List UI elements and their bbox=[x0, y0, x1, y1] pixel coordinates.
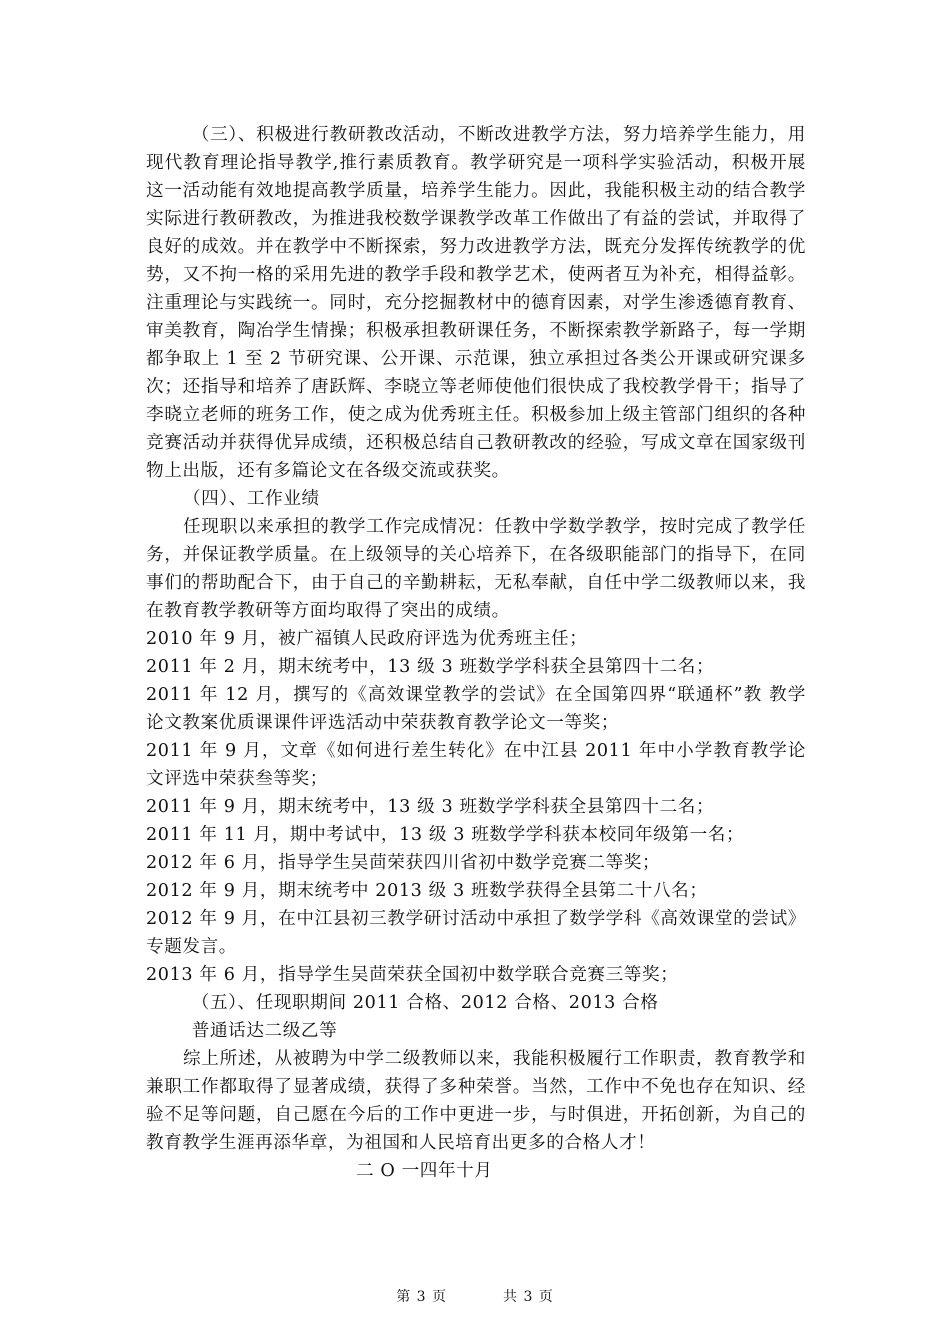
mandarin-level: 普通话达二级乙等 bbox=[191, 1021, 338, 1041]
page-footer bbox=[0, 1286, 950, 1306]
document-body bbox=[146, 121, 806, 1185]
document-date: 二 O 一四年十月 bbox=[356, 1161, 493, 1181]
page-number: 第 3 页 bbox=[396, 1289, 447, 1305]
paragraph-section-three: （三）、积极进行教研教改活动，不断改进教学方法，努力培养学生能力，用现代教育理论指导教学,推行素质教育。教学研究是一项科学实验活动，积极开展这一活动能有效地提高教学质量，培养学生能力。因此，我能积极主动的结合教学实际进行教研教改，为推进我校数学课教学改革工作做出了有益的尝试，并取得了良好的成效。并在教学中不断探索，努力改进教学方法，既充分发挥传统教学的优势，又不拘一格的采用先进的教学手段和教学艺术，使两者互为补充，相得益彰。注重理论与实践统一。同时，充分挖掘教材中的德育因素，对学生渗透德育教育、审美教育，陶冶学生情操；积极承担教研课任务，不断探索教学新路子，每一学期都争取上 1 至 2 节研究课、公开课、示范课，独立承担过各类公开课或研究课多次；还指导和培养了唐跃辉、李晓立等老师使他们很快成了我校教学骨干；指导了李晓立老师的班务工作，使之成为优秀班主任。积极参加上级主管部门组织的各种竞赛活动并获得优异成绩，还积极总结自己教研教改的经验，写成文章在国家级刊物上出版，还有多篇论文在各级交流或获奖。 bbox=[146, 125, 806, 481]
achievement-item: 2012 年 6 月，指导学生吴茴荣获四川省初中数学竞赛二等奖； bbox=[146, 853, 661, 873]
achievement-item: 2013 年 6 月，指导学生吴茴荣获全国初中数学联合竞赛三等奖； bbox=[146, 965, 679, 985]
heading-section-five: （五）、任现职期间 2011 合格、2012 合格、2013 合格 bbox=[191, 993, 659, 1013]
achievement-item: 2012 年 9 月，期末统考中 2013 级 3 班数学获得全县第二十八名； bbox=[146, 881, 708, 901]
achievement-item: 2011 年 12 月，撰写的《高效课堂教学的尝试》在全国第四界“联通杯”教 教学论文教案优质课课件评选活动中荣获教育教学论文一等奖； bbox=[146, 685, 806, 733]
achievement-item: 2011 年 11 月，期中考试中，13 级 3 班数学学科获本校同年级第一名； bbox=[146, 825, 745, 845]
achievement-item: 2011 年 9 月，期末统考中，13 级 3 班数学学科获全县第四十二名； bbox=[146, 797, 715, 817]
paragraph-work-summary: 任现职以来承担的教学工作完成情况：任教中学数学教学，按时完成了教学任务，并保证教学质量。在上级领导的关心培养下，在各级职能部门的指导下，在同事们的帮助配合下，由于自己的辛勤耕耘，无私奉献，自任中学二级教师以来，我在教育教学教研等方面均取得了突出的成绩。 bbox=[146, 517, 806, 621]
total-pages: 共 3 页 bbox=[503, 1289, 554, 1305]
achievement-item: 2011 年 2 月，期末统考中，13 级 3 班数学学科获全县第四十二名； bbox=[146, 657, 715, 677]
heading-section-four: （四）、工作业绩 bbox=[182, 489, 320, 509]
achievement-item: 2010 年 9 月，被广福镇人民政府评选为优秀班主任； bbox=[146, 629, 588, 649]
achievement-item: 2011 年 9 月，文章《如何进行差生转化》在中江县 2011 年中小学教育教学论文评选中荣获叁等奖； bbox=[146, 741, 806, 789]
achievement-item: 2012 年 9 月，在中江县初三教学研讨活动中承担了数学学科《高效课堂的尝试》专题发言。 bbox=[146, 909, 806, 957]
paragraph-conclusion: 综上所述，从被聘为中学二级教师以来，我能积极履行工作职责，教育教学和兼职工作都取得了显著成绩，获得了多种荣誉。当然，工作中不免也存在知识、经验不足等问题，自己愿在今后的工作中更进一步，与时俱进，开拓创新，为自己的教育教学生涯再添华章，为祖国和人民培育出更多的合格人才！ bbox=[146, 1049, 806, 1153]
